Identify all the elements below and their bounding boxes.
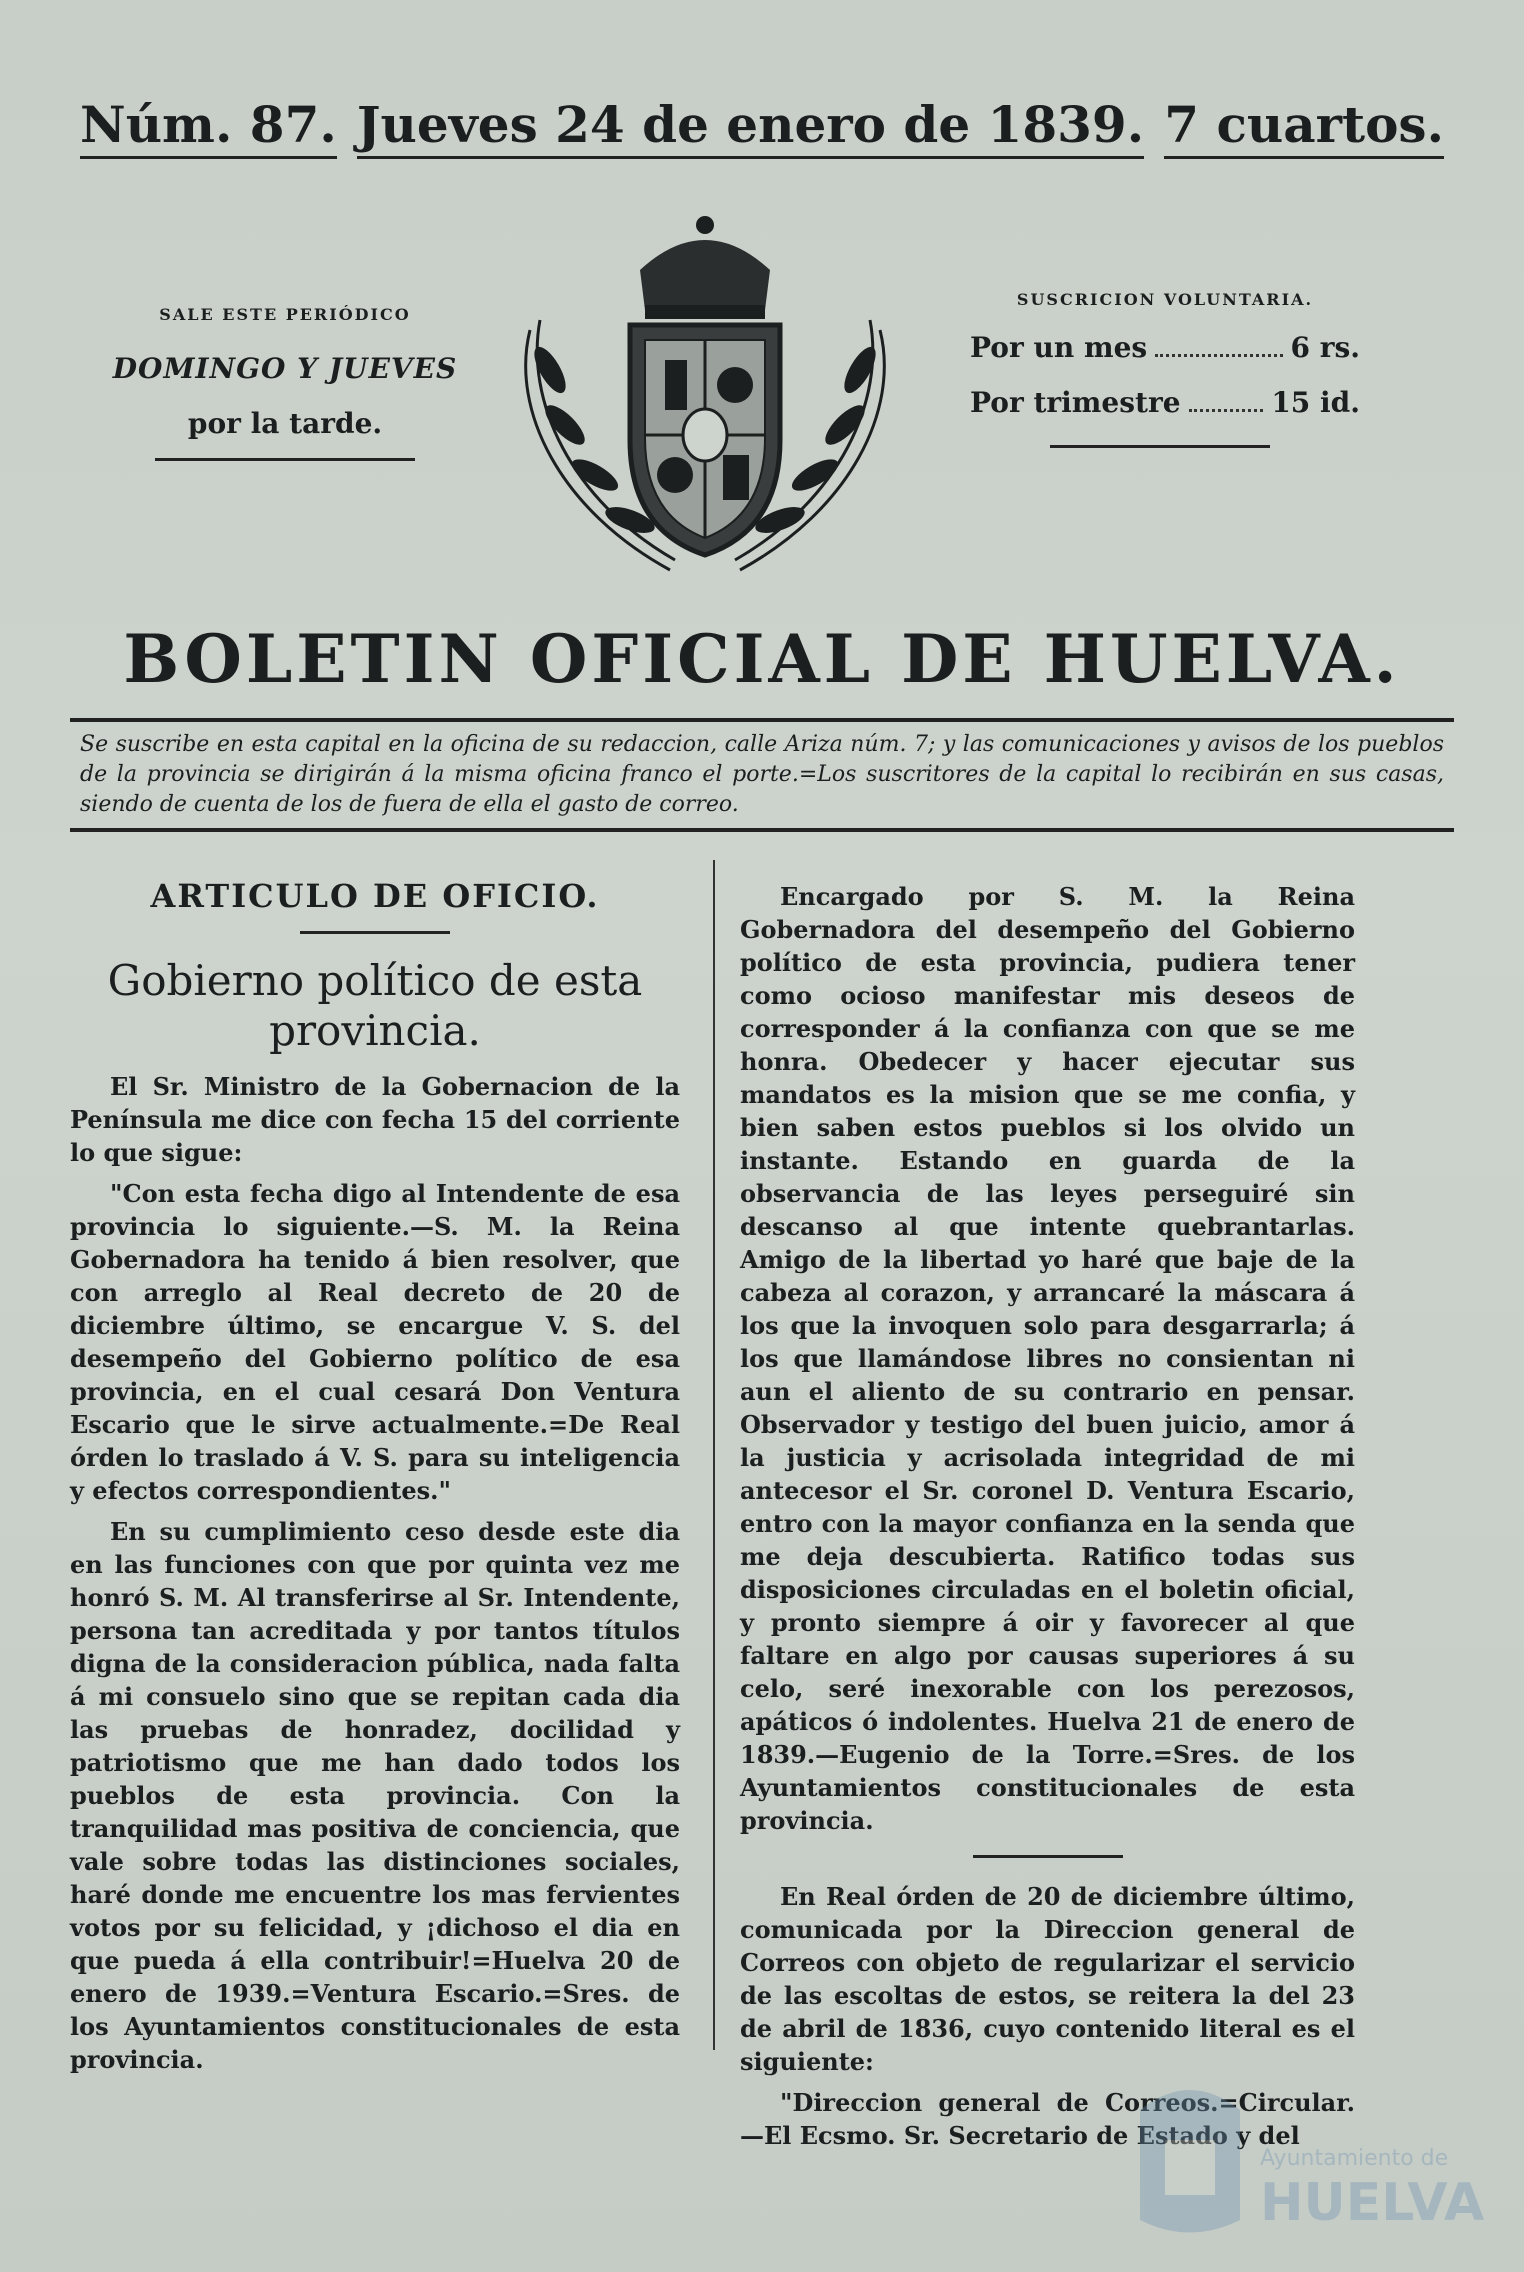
divider-rule bbox=[1050, 445, 1270, 448]
paragraph: En su cumplimiento ceso desde este dia en las funciones con que por quinta vez me honró S. M. Al transferirse al Sr. Intendente, persona tan acreditada y por tantos títulos digna de la consideracion pública, nada falta á mi consuelo sino que se repitan cada dia las pruebas de honradez, docilidad y patriotismo que me han dado todos los pueblos de esta provincia. Con la tranquilidad mas positiva de conciencia, que vale sobre todas las distinciones sociales, haré donde me encuentre los mas fervientes votos por su felicidad, y ¡dichoso el dia en que pueda á ella contribuir!=Huelva 20 de enero de 1939.=Ventura Escario.=Sres. de los Ayuntamientos constitucionales de esta provincia. bbox=[70, 1517, 680, 2074]
dot-leader bbox=[1189, 386, 1264, 412]
divider-rule bbox=[973, 1855, 1123, 1858]
royal-crest-icon bbox=[470, 210, 940, 590]
publication-days: DOMINGO Y JUEVES bbox=[112, 352, 458, 385]
divider-rule bbox=[300, 931, 450, 934]
newspaper-title: BOLETIN OFICIAL DE HUELVA. bbox=[123, 620, 1401, 698]
month-label: Por un mes bbox=[970, 331, 1148, 364]
watermark-line1: Ayuntamiento de bbox=[1260, 2146, 1449, 2171]
issue-price: 7 cuartos. bbox=[1164, 95, 1444, 159]
subscription-info: Se suscribe en esta capital en la oficina de su redaccion, calle Ariza núm. 7; y las comunicaciones y avisos de los pueblos de la provincia se dirigirán á la misma oficina franco el porte.=Los suscritores de la capital lo recibirán en sus casas, siendo de cuenta de los de fuera de ella el gasto de correo. bbox=[70, 718, 1454, 832]
paragraph: El Sr. Ministro de la Gobernacion de la Península me dice con fecha 15 del corriente lo que sigue: bbox=[70, 1072, 680, 1167]
publication-schedule bbox=[110, 305, 460, 461]
issue-date: Jueves 24 de enero de 1839. bbox=[357, 95, 1144, 159]
column-divider bbox=[713, 860, 715, 2050]
subscription-box bbox=[970, 290, 1360, 448]
divider-rule bbox=[155, 458, 415, 461]
watermark-line2: HUELVA bbox=[1260, 2173, 1485, 2233]
article-heading: Gobierno político de esta provincia. bbox=[107, 956, 643, 1055]
right-column bbox=[740, 880, 1355, 2160]
publication-line: SALE ESTE PERIÓDICO bbox=[159, 305, 411, 324]
quarter-label: Por trimestre bbox=[970, 386, 1181, 419]
paragraph: "Direccion general de Correos.=Circular.—El Ecsmo. Sr. Secretario de Estado y del bbox=[740, 2088, 1355, 2150]
left-column bbox=[70, 877, 680, 2084]
month-price-row bbox=[970, 331, 1360, 364]
city-council-watermark-icon bbox=[1110, 2070, 1485, 2250]
publication-time: por la tarde. bbox=[187, 407, 383, 440]
masthead bbox=[80, 95, 1444, 155]
paragraph: Encargado por S. M. la Reina Gobernadora del desempeño del Gobierno político de esta provincia, pudiera tener como ocioso manifestar mis deseos de corresponder á la confianza con que se me honra. Obedecer y hacer ejecutar sus mandatos es la mision que se me confia, y bien saben estos pueblos si los olvido un instante. Estando en guarda de la observancia de las leyes perseguiré sin descanso al que intente quebrantarlas. Amigo de la libertad yo haré que baje de la cabeza al corazon, y arrancaré la máscara á los que la invoquen solo para desgarrarla; á los que llamándose libres no consientan ni aun el aliento de su contrario en pensar. Observador y testigo del buen juicio, amor á la justicia y acrisolada integridad de mi antecesor el Sr. coronel D. Ventura Escario, entro con la mayor confianza en la senda que me deja descubierta. Ratifico todas sus disposiciones circuladas en el boletin oficial, y pronto siempre á oir y favorecer al que faltare en algo por causas superiores á su celo, seré inexorable con los perezosos, apáticos ó indolentes. Huelva 21 de enero de 1839.—Eugenio de la Torre.=Sres. de los Ayuntamientos constitucionales de esta provincia. bbox=[740, 882, 1355, 1835]
month-price: 6 rs. bbox=[1290, 331, 1360, 364]
subscription-title: SUSCRICION VOLUNTARIA. bbox=[1016, 290, 1314, 309]
quarter-price-row bbox=[970, 386, 1360, 419]
issue-number: Núm. 87. bbox=[80, 95, 337, 159]
quarter-price: 15 id. bbox=[1271, 386, 1360, 419]
paragraph: "Con esta fecha digo al Intendente de esa provincia lo siguiente.—S. M. la Reina Gobernadora ha tenido á bien resolver, que con arreglo al Real decreto de 20 de diciembre último, se encargue V. S. del desempeño del Gobierno político de esa provincia, en el cual cesará Don Ventura Escario que le sirve actualmente.=De Real órden lo traslado á V. S. para su inteligencia y efectos correspondientes." bbox=[70, 1179, 680, 1505]
paragraph: En Real órden de 20 de diciembre último, comunicada por la Direccion general de Correos con objeto de regularizar el servicio de las escoltas de estos, se reitera la del 23 de abril de 1836, cuyo contenido literal es el siguiente: bbox=[740, 1882, 1355, 2076]
section-heading: ARTICULO DE OFICIO. bbox=[150, 877, 600, 915]
dot-leader bbox=[1155, 331, 1282, 357]
